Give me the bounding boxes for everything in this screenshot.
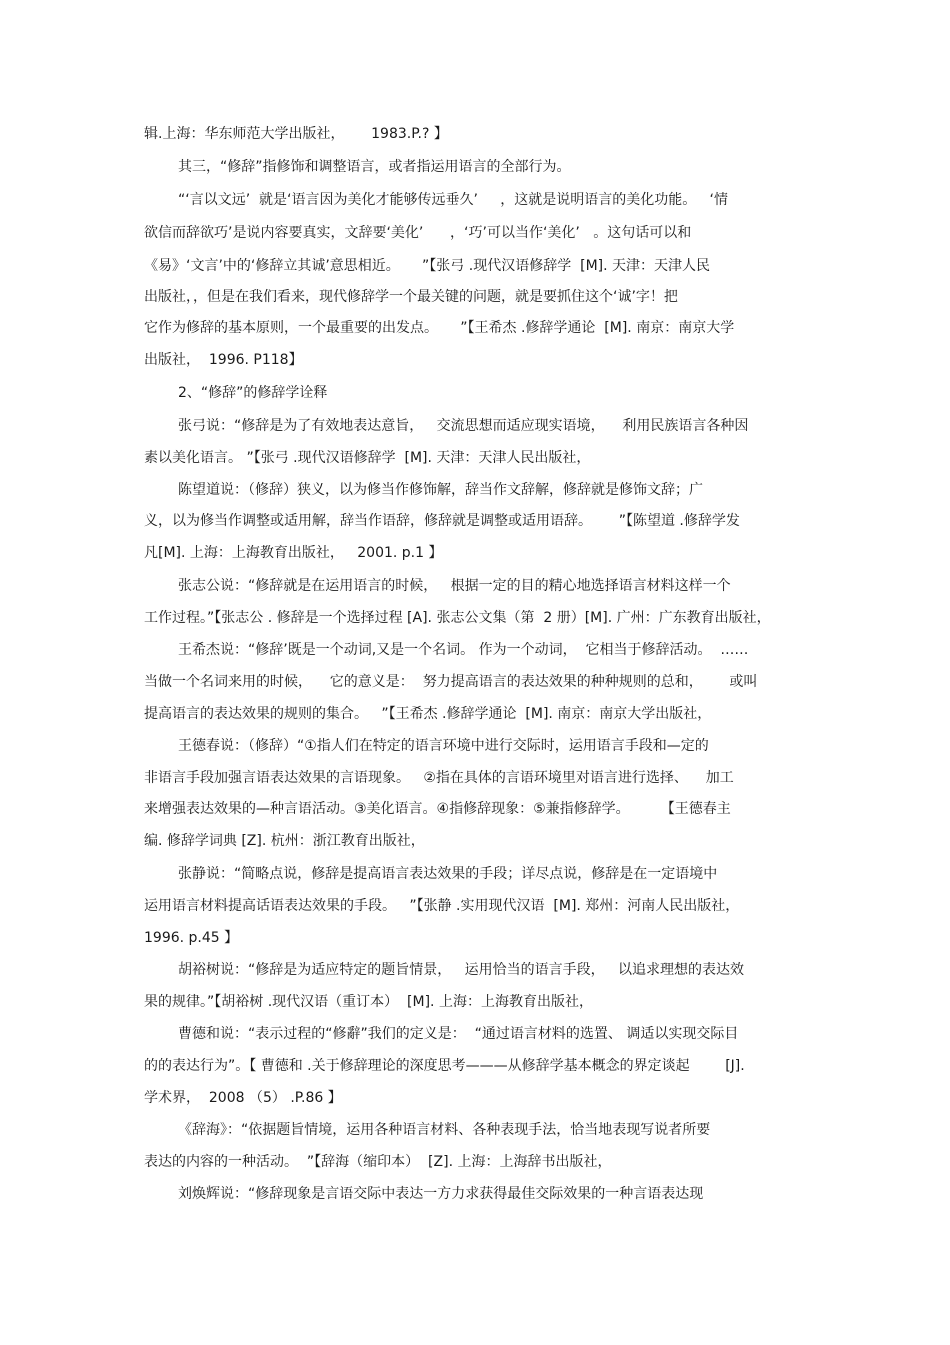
text-line: 曹德和说：“表示过程的“修辭”我们的定义是： “通过语言材料的选置、 调适以实现交际目 bbox=[178, 1026, 739, 1042]
text-line: 陈望道说：（修辞）狭义，以为修当作修饰解，辞当作文辞解，修辞就是修饰文辞；广 bbox=[178, 482, 703, 498]
text-line: 其三，“修辞”指修饰和调整语言，或者指运用语言的全部行为。 bbox=[178, 159, 571, 175]
text-line: 的的表达行为”。【 曹德和 .关于修辞理论的深度思考———从修辞学基本概念的界定谈起 [J]. bbox=[144, 1058, 745, 1074]
text-line: 欲信而辞欲巧’是说内容要真实，文辞要‘美化’ ，‘巧’可以当作‘美化’ 。这句话可以和 bbox=[144, 225, 692, 241]
text-line: 《易》‘文言’中的‘修辞立其诚’意思相近。 ”【张弓 .现代汉语修辞学 [M]. 天津：天津人民 bbox=[144, 258, 711, 274]
text-line: 出版社， 1996. P118】 bbox=[144, 352, 303, 368]
text-line: 张弓说：“修辞是为了有效地表达意旨， 交流思想而适应现实语境， 利用民族语言各种因 bbox=[178, 418, 749, 434]
text-line: 《辞海》：“依据题旨情境，运用各种语言材料、各种表现手法，恰当地表现写说者所要 bbox=[178, 1122, 711, 1138]
text-line: 胡裕树说：“修辞是为适应特定的题旨情景， 运用恰当的语言手段， 以追求理想的表达效 bbox=[178, 962, 744, 978]
text-line: 学术界， 2008 （5） .P.86 】 bbox=[144, 1090, 342, 1106]
text-line: 它作为修辞的基本原则，一个最重要的出发点。 ”【王希杰 .修辞学通论 [M]. 南京：南京大学 bbox=[144, 320, 735, 336]
text-line: 编. 修辞学词典 [Z]. 杭州：浙江教育出版社， bbox=[144, 833, 425, 849]
section-heading: 2、“修辞”的修辞学诠释 bbox=[178, 385, 328, 401]
text-line: 出版社，，但是在我们看来，现代修辞学一个最关键的问题，就是要抓住这个‘诚’字！把 bbox=[144, 289, 678, 305]
text-line: 素以美化语言。 ”【张弓 .现代汉语修辞学 [M]. 天津：天津人民出版社， bbox=[144, 450, 591, 466]
text-line: 当做一个名词来用的时候， 它的意义是： 努力提高语言的表达效果的种种规则的总和， 或叫 bbox=[144, 674, 758, 690]
text-line: 王德春说：（修辞）“①指人们在特定的语言环境中进行交际时，运用语言手段和—定的 bbox=[178, 738, 709, 754]
text-line: 王希杰说：“修辞’既是一个动词,又是一个名词。 作为一个动词， 它相当于修辞活动。 …… bbox=[178, 642, 749, 658]
text-line: 义，以为修当作调整或适用解，辞当作语辞，修辞就是调整或适用语辞。 ”【陈望道 .修辞学发 bbox=[144, 513, 740, 529]
text-line: 提高语言的表达效果的规则的集合。 ”【王希杰 .修辞学通论 [M]. 南京：南京大学出版社， bbox=[144, 706, 712, 722]
text-line: 张志公说：“修辞就是在运用语言的时候， 根据一定的目的精心地选择语言材料这样一个 bbox=[178, 578, 731, 594]
text-line: “‘言以文远’ 就是‘语言因为美化才能够传远垂久’ ，这就是说明语言的美化功能。 ‘情 bbox=[178, 192, 729, 208]
text-line: 非语言手段加强言语表达效果的言语现象。 ②指在具体的言语环境里对语言进行选择、 加工 bbox=[144, 770, 734, 786]
text-line: 张静说：“简略点说，修辞是提高语言表达效果的手段；详尽点说，修辞是在一定语境中 bbox=[178, 866, 718, 882]
text-line: 果的规律。”【胡裕树 .现代汉语（重订本） [M]. 上海：上海教育出版社， bbox=[144, 994, 593, 1010]
text-line: 运用语言材料提高话语表达效果的手段。 ”【张静 .实用现代汉语 [M]. 郑州：河南人民出版社， bbox=[144, 898, 740, 914]
text-line: 辑.上海：华东师范大学出版社， 1983.P.? 】 bbox=[144, 126, 448, 142]
text-line: 凡[M]. 上海：上海教育出版社， 2001. p.1 】 bbox=[144, 545, 443, 561]
text-line: 来增强表达效果的—种言语活动。③美化语言。④指修辞现象：⑤兼指修辞学。 【王德春主 bbox=[144, 801, 731, 817]
text-line: 1996. p.45 】 bbox=[144, 930, 239, 946]
text-line: 表达的内容的一种活动。 ”【辞海（缩印本） [Z]. 上海：上海辞书出版社， bbox=[144, 1154, 612, 1170]
text-line: 工作过程。”【张志公 . 修辞是一个选择过程 [A]. 张志公文集（第 2 册）[M]. 广州：广东教育出版社， bbox=[144, 610, 771, 626]
text-line: 刘焕辉说：“修辞现象是言语交际中表达一方力求获得最佳交际效果的一种言语表达现 bbox=[178, 1186, 704, 1202]
